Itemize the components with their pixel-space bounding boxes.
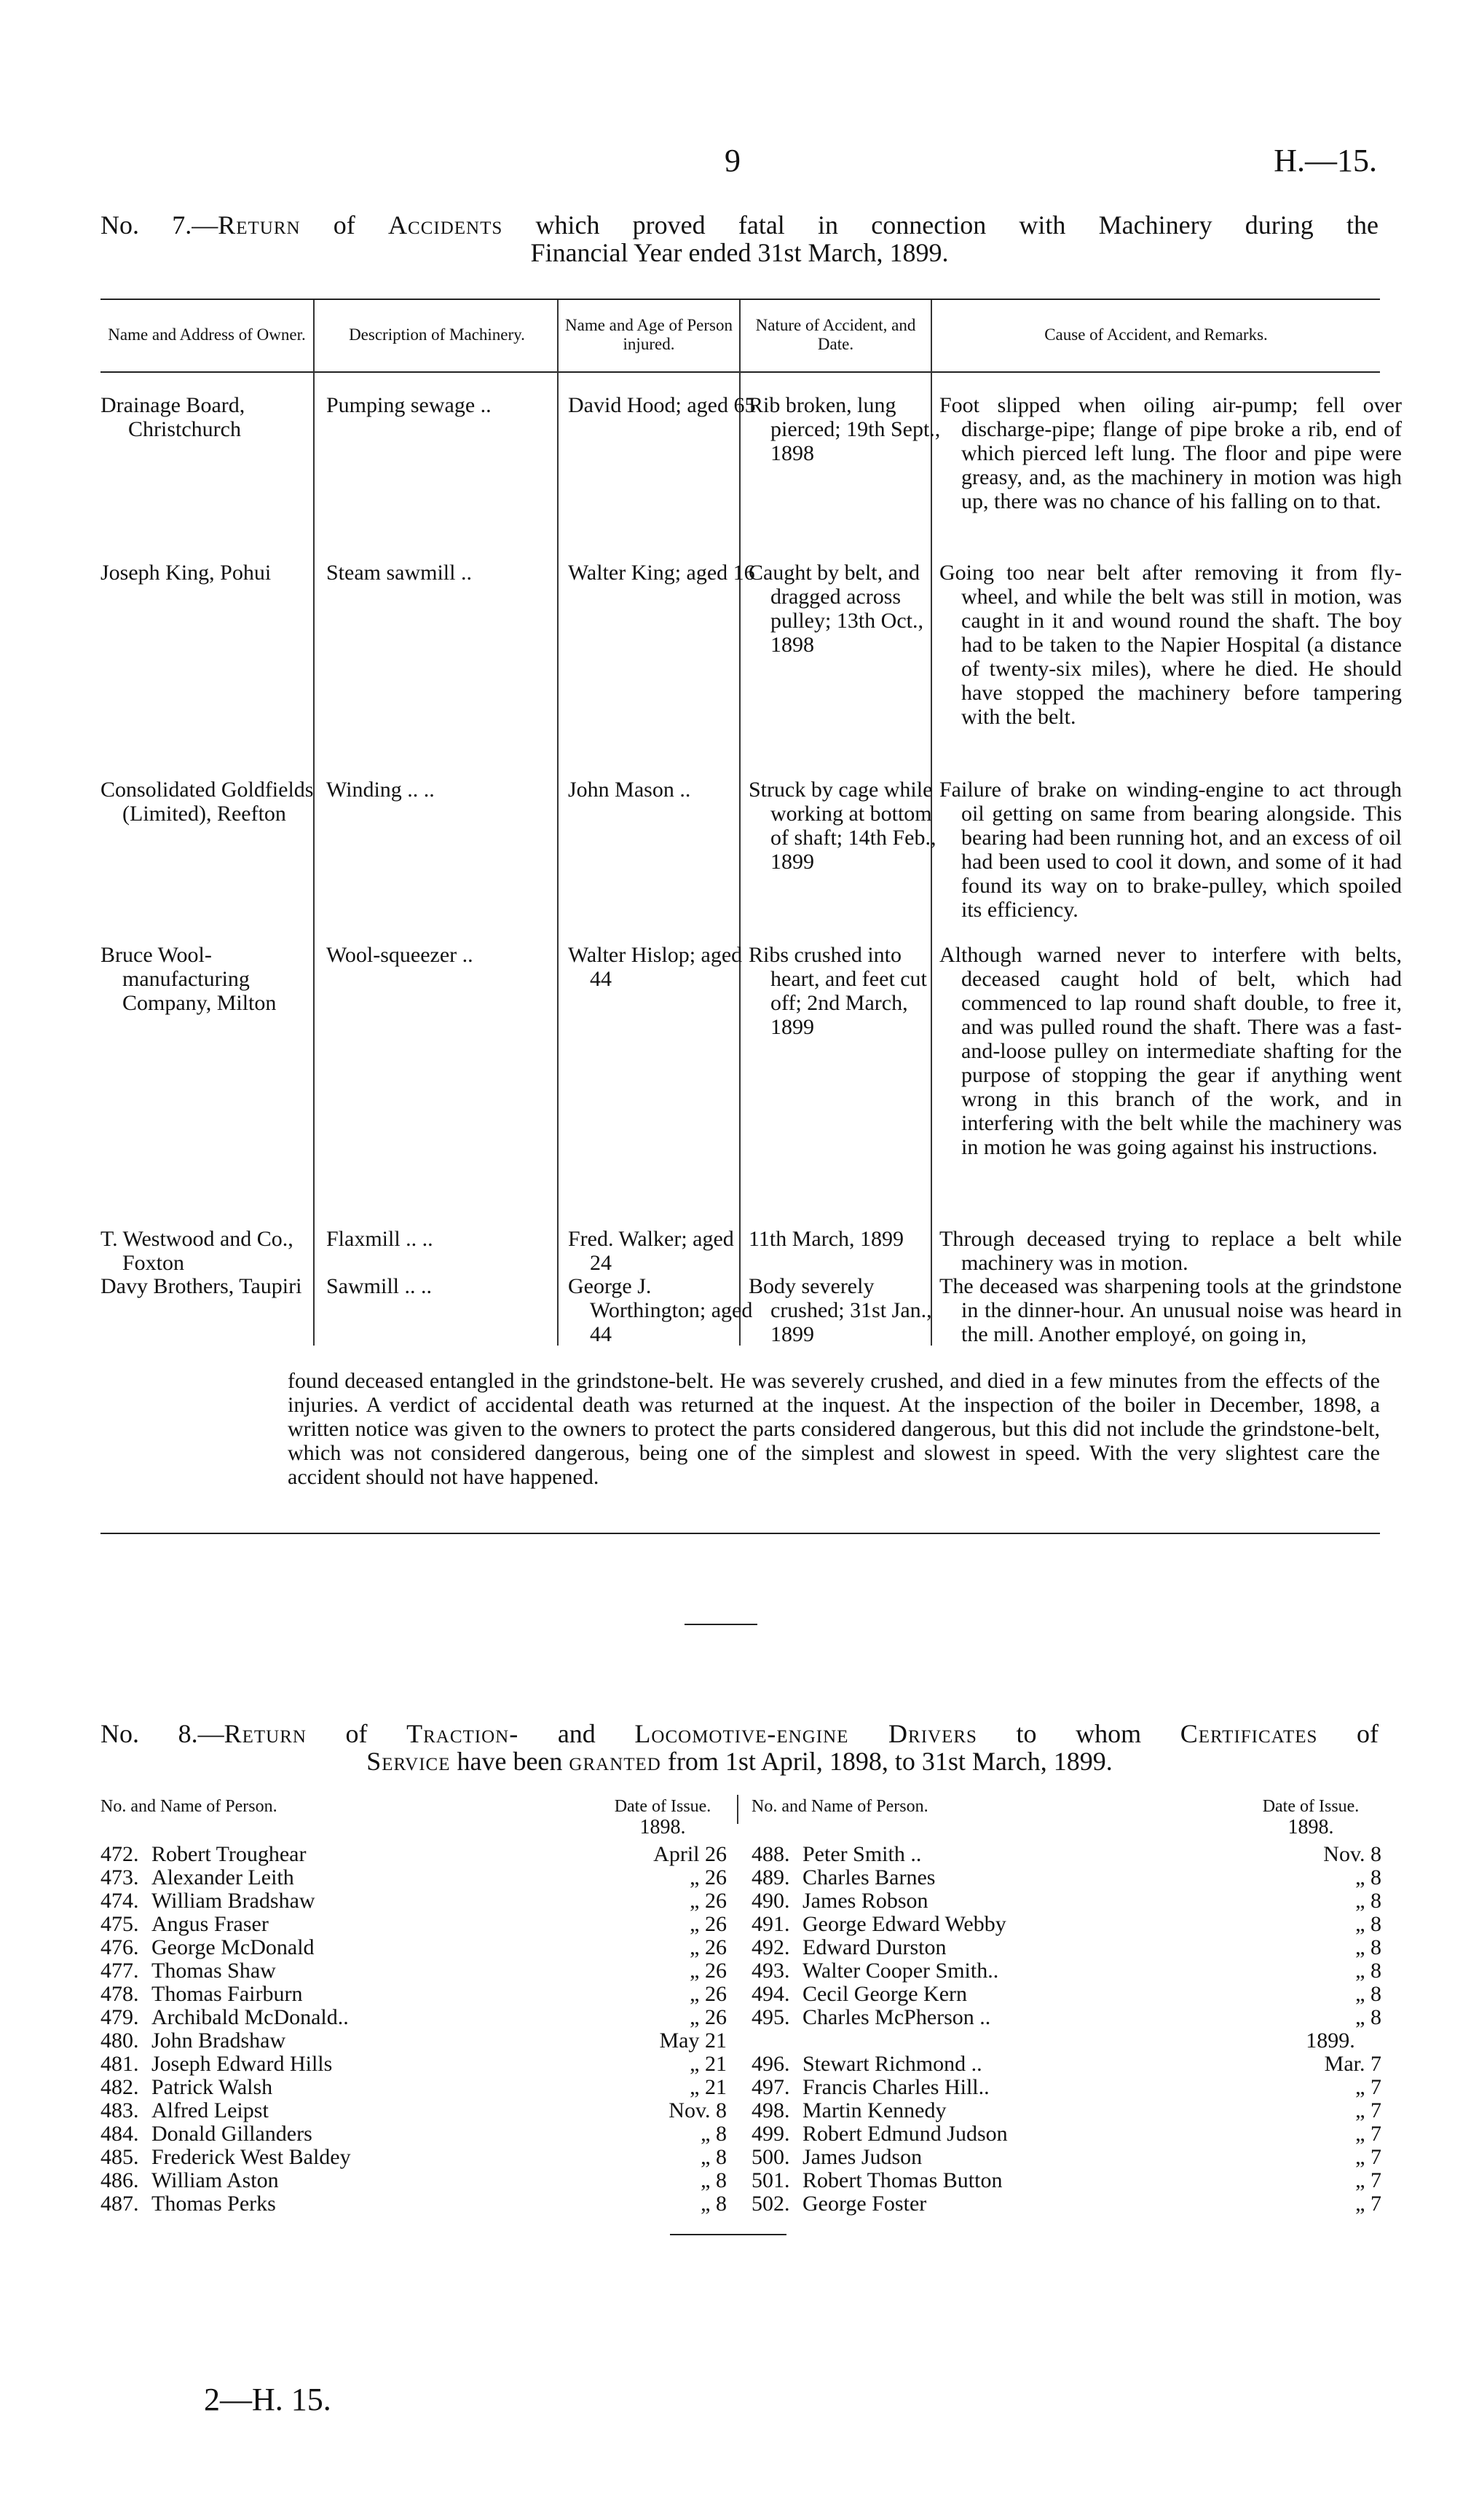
list-item [752,2145,1381,2168]
table-bottom-rule [100,1533,1380,1534]
list-item [752,2075,1381,2098]
issue-date: „ 8 [701,2168,727,2192]
owner-cell: Davy Brothers, Taupiri [100,1274,302,1298]
driver-name: George Foster [802,2192,927,2216]
issue-date: April 26 [653,1842,727,1866]
issue-date: „ 21 [690,2075,727,2099]
title-word: of [306,1719,407,1748]
list-item [752,1982,1381,2005]
list-item [100,2192,727,2215]
driver-name: Francis Charles Hill.. [802,2075,990,2099]
left-driver-list [100,1842,727,2215]
list-item [100,2052,727,2075]
list-item [100,2005,727,2029]
driver-name: Angus Fraser [151,1912,269,1936]
nature-cell: 11th March, 1899 [749,1227,904,1251]
owner-cell: Consolidated Goldfields (Limited), Reefton [100,778,314,826]
issue-date: „ 7 [1355,2122,1381,2146]
issue-date: „ 7 [1355,2168,1381,2192]
list-item [100,1959,727,1982]
certificate-number: 476. [100,1935,139,1959]
certificate-number: 474. [100,1889,139,1913]
certificate-number: 495. [752,2005,790,2029]
certificate-number: 500. [752,2145,790,2169]
driver-name: Charles Barnes [802,1865,936,1889]
issue-date: „ 8 [1355,2005,1381,2029]
title-word: of [300,210,389,240]
column-divider [739,300,741,1346]
list-item [100,1865,727,1889]
issue-date: „ 26 [690,1935,727,1959]
list-item [752,1912,1381,1935]
nature-cell: Body severely crushed; 31st Jan., 1899 [749,1274,932,1346]
certificate-number: 498. [752,2098,790,2122]
driver-name: Thomas Shaw [151,1959,276,1983]
list-item [752,2192,1381,2215]
certificate-number: 492. [752,1935,790,1959]
driver-name: Peter Smith .. [802,1842,922,1866]
driver-name: Joseph Edward Hills [151,2052,333,2076]
title-word: Accidents [388,210,503,240]
person-cell: John Mason .. [568,778,691,802]
certificate-number: 478. [100,1982,139,2006]
title-text: from 1st April, 1898, to 31st March, 1899. [660,1747,1113,1776]
title-word: Service [366,1747,451,1776]
issue-date: „ 8 [1355,1865,1381,1889]
owner-cell: Drainage Board, Christchurch [100,393,245,441]
person-cell: Walter King; aged 16 [568,561,755,585]
title-word: granted [569,1747,661,1776]
cause-cell: Foot slipped when oiling air-pump; fell over discharge-pipe; flange of pipe broke a rib, end of which pierced left lung. The floor and pipe were greasy, and, as the machinery in motion was high up, there was no chance of his falling on to that. [939,393,1402,513]
year-heading [752,2029,1381,2052]
certificate-number: 487. [100,2192,139,2216]
issue-date: „ 8 [1355,1912,1381,1936]
person-cell: David Hood; aged 65 [568,393,756,417]
certificate-number: 494. [752,1982,790,2006]
certificate-number: 490. [752,1889,790,1913]
issue-date: „ 26 [690,1959,727,1983]
issue-date: „ 26 [690,1982,727,2006]
list-item [752,2168,1381,2192]
title-word: have been [450,1747,569,1776]
driver-name: Stewart Richmond .. [802,2052,982,2076]
machinery-cell: Flaxmill .. .. [326,1227,433,1251]
driver-name: John Bradshaw [151,2029,286,2053]
certificate-number: 501. [752,2168,790,2192]
issue-date: „ 8 [701,2192,727,2216]
left-header-date: Date of Issue. [614,1797,711,1816]
driver-name: Walter Cooper Smith.. [802,1959,999,1983]
driver-name: Alfred Leipst [151,2098,269,2122]
certificate-number: 473. [100,1865,139,1889]
person-cell: Fred. Walker; aged 24 [568,1227,734,1275]
certificate-number: 488. [752,1842,790,1866]
return-7-title [100,211,1379,266]
machinery-cell: Steam sawmill .. [326,561,472,585]
issue-date: „ 8 [701,2122,727,2146]
driver-name: Robert Thomas Button [802,2168,1003,2192]
driver-name: William Bradshaw [151,1889,315,1913]
issue-date: „ 7 [1355,2098,1381,2122]
header-cause: Cause of Accident, and Remarks. [1044,325,1268,344]
issue-date: „ 7 [1355,2075,1381,2099]
page-number: 9 [725,143,741,178]
list-item [100,1912,727,1935]
driver-name: Donald Gillanders [151,2122,312,2146]
right-header-date: Date of Issue. [1262,1797,1360,1816]
header-owner: Name and Address of Owner. [108,325,306,344]
list-divider [737,1795,738,1824]
page-footer: 2—H. 15. [204,2382,331,2417]
right-driver-list [752,1842,1381,2215]
left-year-1898: 1898. [639,1816,686,1838]
certificate-number: 482. [100,2075,139,2099]
title-word: and [518,1719,635,1748]
header-nature: Nature of Accident, and Date. [755,316,916,353]
certificate-number: 480. [100,2029,139,2053]
owner-cell: T. Westwood and Co., Foxton [100,1227,293,1275]
nature-cell: Ribs crushed into heart, and feet cut off; 2nd March, 1899 [749,943,927,1039]
certificate-number: 479. [100,2005,139,2029]
driver-name: Patrick Walsh [151,2075,273,2099]
certificate-number: 497. [752,2075,790,2099]
driver-name: James Robson [802,1889,928,1913]
issue-date: „ 26 [690,2005,727,2029]
issue-date: May 21 [659,2029,727,2053]
list-item [752,1842,1381,1865]
issue-date: „ 8 [1355,1889,1381,1913]
issue-date: „ 21 [690,2052,727,2076]
remarks-continuation: found deceased entangled in the grindstone-belt. He was severely crushed, and died in a few minutes from the effects of the injuries. A verdict of accidental death was returned at the inquest. At the inspection of the boiler in December, 1898, a written notice was given to the owners to protect the parts considered dangerous, but this did not include the grindstone-belt, which was not considered dangerous, being one of the simplest and slowest in speed. With the very slightest care the accident should not have happened. [288,1369,1380,1489]
nature-cell: Rib broken, lung pierced; 19th Sept., 1898 [749,393,941,465]
title-word: Return [218,210,301,240]
machinery-cell: Pumping sewage .. [326,393,492,417]
driver-name: Martin Kennedy [802,2098,947,2122]
issue-date: Nov. 8 [1323,1842,1381,1866]
header-machinery: Description of Machinery. [349,325,525,344]
title-word: to whom [977,1719,1180,1748]
driver-name: Robert Troughear [151,1842,307,1866]
person-cell: Walter Hislop; aged 44 [568,943,743,991]
certificate-number: 484. [100,2122,139,2146]
left-header-name: No. and Name of Person. [100,1797,277,1816]
list-item [752,2005,1381,2029]
person-cell: George J. Worthington; aged 44 [568,1274,753,1346]
driver-name: James Judson [802,2145,923,2169]
issue-date: „ 8 [1355,1935,1381,1959]
driver-name: Alexander Leith [151,1865,294,1889]
issue-date: „ 7 [1355,2145,1381,2169]
end-rule [670,2234,786,2235]
list-item [100,1982,727,2005]
issue-date: „ 26 [690,1889,727,1913]
list-item [752,1959,1381,1982]
certificate-number: 472. [100,1842,139,1866]
list-item [100,2145,727,2168]
certificate-number: 483. [100,2098,139,2122]
list-item [752,2122,1381,2145]
issue-date: „ 8 [701,2145,727,2169]
cause-cell: Going too near belt after removing it from fly-wheel, and while the belt was still in motion, was caught in it and wound round the shaft. The boy had to be taken to the Napier Hospital (a distance of twenty-six miles), where he died. He should have stopped the machinery before tampering with the belt. [939,561,1402,729]
issue-date: „ 26 [690,1912,727,1936]
cause-cell: Although warned never to interfere with belts, deceased caught hold of belt, which had commenced to lap round shaft double, to free it, and was pulled round the shaft. There was a fast-and-loose pulley on intermediate shafting for the purpose of stopping the gear if anything went wrong in this branch of the work, and in interfering with the belt while the machinery was in motion he was going against his instructions. [939,943,1402,1159]
owner-cell: Bruce Wool-manufacturing Company, Milton [100,943,277,1015]
title-word: of [1317,1719,1379,1748]
cause-cell: Failure of brake on winding-engine to act through oil getting on same from bearing alongside. This bearing had been running hot, and an excess of oil had been used to cool it down, and some of it had found its way on to brake-pulley, which spoiled its efficiency. [939,778,1402,922]
certificate-number: 502. [752,2192,790,2216]
right-year-1898: 1898. [1287,1816,1334,1838]
return-8-title [100,1720,1379,1775]
title-word: Certificates [1180,1719,1318,1748]
list-item [752,1865,1381,1889]
list-item [100,2168,727,2192]
issue-date: „ 8 [1355,1982,1381,2006]
certificate-number: 491. [752,1912,790,1936]
issue-date: „ 26 [690,1865,727,1889]
driver-name: Thomas Perks [151,2192,276,2216]
right-header-name: No. and Name of Person. [752,1797,928,1816]
list-item [100,1842,727,1865]
driver-name: Thomas Fairburn [151,1982,303,2006]
driver-name: William Aston [151,2168,279,2192]
column-divider [557,300,559,1346]
driver-name: Edward Durston [802,1935,947,1959]
cause-cell: Through deceased trying to replace a belt while machinery was in motion. [939,1227,1402,1275]
certificate-number: 493. [752,1959,790,1983]
section-divider [685,1624,757,1625]
list-item [752,1889,1381,1912]
title-number: No. 8.— [100,1719,224,1748]
list-item [100,1935,727,1959]
driver-name: Frederick West Baldey [151,2145,351,2169]
driver-name: Cecil George Kern [802,1982,968,2006]
certificate-number: 489. [752,1865,790,1889]
list-item [100,2075,727,2098]
driver-name: George McDonald [151,1935,315,1959]
document-code: H.—15. [1274,143,1377,178]
driver-name: George Edward Webby [802,1912,1006,1936]
certificate-number: 475. [100,1912,139,1936]
certificate-number: 496. [752,2052,790,2076]
title-text: which proved fatal in connection with Machinery during the [502,210,1379,240]
certificate-number: 477. [100,1959,139,1983]
driver-name: Charles McPherson .. [802,2005,991,2029]
certificate-number: 486. [100,2168,139,2192]
machinery-cell: Wool-squeezer .. [326,943,473,967]
title-word: Locomotive-engine Drivers [634,1719,977,1748]
cause-cell: The deceased was sharpening tools at the grindstone in the dinner-hour. An unusual noise was heard in the mill. Another employé, on going in, [939,1274,1402,1346]
list-item [100,1889,727,1912]
certificate-number: 499. [752,2122,790,2146]
title-word: Return [224,1719,307,1748]
certificate-number: 481. [100,2052,139,2076]
issue-date: Nov. 8 [668,2098,727,2122]
title-word: Traction- [406,1719,519,1748]
year-1899: 1899. [1306,2029,1355,2053]
nature-cell: Caught by belt, and dragged across pulley; 13th Oct., 1898 [749,561,923,657]
list-item [752,2098,1381,2122]
header-person: Name and Age of Person injured. [565,316,733,353]
driver-name: Archibald McDonald.. [151,2005,349,2029]
owner-cell: Joseph King, Pohui [100,561,272,585]
list-item [752,1935,1381,1959]
list-item [752,2052,1381,2075]
list-item [100,2122,727,2145]
issue-date: „ 8 [1355,1959,1381,1983]
certificate-number: 485. [100,2145,139,2169]
machinery-cell: Sawmill .. .. [326,1274,433,1298]
driver-name: Robert Edmund Judson [802,2122,1008,2146]
title-number: No. 7.— [100,210,218,240]
issue-date: „ 7 [1355,2192,1381,2216]
list-item [100,2098,727,2122]
nature-cell: Struck by cage while working at bottom of shaft; 14th Feb., 1899 [749,778,936,874]
machinery-cell: Winding .. .. [326,778,435,802]
title-line-2: Financial Year ended 31st March, 1899. [530,238,949,267]
list-item [100,2029,727,2052]
issue-date: Mar. 7 [1324,2052,1381,2076]
